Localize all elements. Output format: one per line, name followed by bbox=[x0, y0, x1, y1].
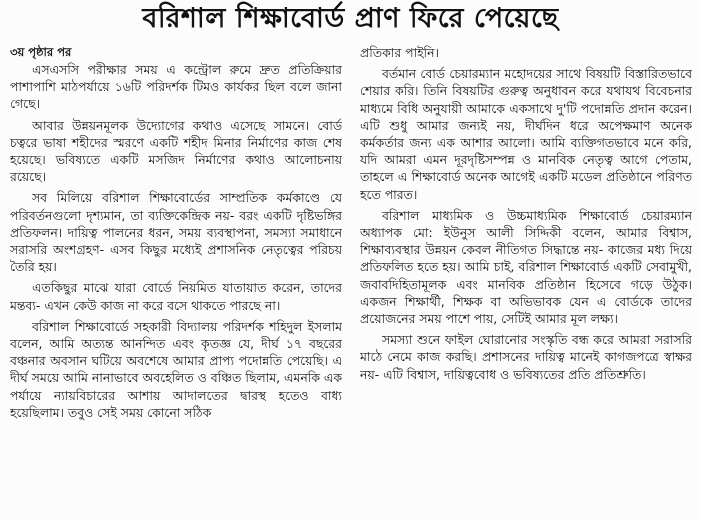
paragraph: প্রতিকার পাইনি। bbox=[360, 45, 439, 60]
column-left bbox=[10, 44, 342, 514]
paragraph: সব মিলিয়ে বরিশাল শিক্ষাবোর্ডের সাম্প্রতিক কর্মকাণ্ডে যে পরিবর্তনগুলো দৃশ্যমান, তা ব্যক্তিকেন্দ্রিক নয়- বরং একটি দৃষ্টিভঙ্গির প্রতিফলন। দায়িত্ব পালনের ধরন, সময় ব্যবস্থাপনা, সমস্যা সমাধানে সরাসরি অংশগ্রহণ- এসব কিছুর মধ্যেই প্রশাসনিক নেতৃত্বের পরিচয় তৈরি হয়। bbox=[10, 190, 342, 275]
paragraph: বর্তমান বোর্ড চেয়ারম্যান মহোদয়ের সাথে বিষয়টি বিস্তারিতভাবে শেয়ার করি। তিনি বিষয়টির গুরুত্ব অনুধাবন করে যথাযথ বিবেচনার মাধ্যমে বিধি অনুযায়ী আমাকে একসাথে দু'টি পদোন্নতি প্রদান করেন। এটি শুধু আমার জন্যই নয়, দীর্ঘদিন ধরে অপেক্ষমাণ অনেক কর্মকর্তার জন্য এক আশার আলো। আমি ব্যক্তিগতভাবে মনে করি, যদি আমরা এমন দূরদৃষ্টিসম্পন্ন ও মানবিক নেতৃত্ব আগে পেতাম, তাহলে এ শিক্ষাবোর্ড অনেক আগেই একটি মডেল প্রতিষ্ঠানে পরিণত হতে পারত। bbox=[360, 66, 692, 202]
paragraph: এতকিছুর মাঝে যারা বোর্ডে নিয়মিত যাতায়াত করেন, তাদের মন্তব্য- এখন কেউ কাজ না করে বসে থাকতে পারছে না। bbox=[10, 280, 342, 313]
continued-from-label: ৩য় পৃষ্ঠার পর bbox=[10, 45, 72, 59]
paragraph: আবার উন্নয়নমূলক উদ্যোগের কথাও এসেছে সামনে। বোর্ড চত্বরে ভাষা শহীদের স্মরণে একটি শহীদ মিনার নির্মাণের কাজ শেষ হয়েছে। ভবিষ্যতে একটি মসজিদ নির্মাণের কথাও আলোচনায় রয়েছে। bbox=[10, 117, 342, 185]
paragraph: এসএসসি পরীক্ষার সময় এ কন্ট্রোল রুমে দ্রুত প্রতিক্রিয়ার পাশাপাশি মাঠপর্যায়ে ১৬টি পরিদর্শক টিমও কার্যকর ছিল বলে জানা গেছে। bbox=[10, 62, 342, 112]
paragraph: বরিশাল শিক্ষাবোর্ডে সহকারী বিদ্যালয় পরিদর্শক শহিদুল ইসলাম বলেন, আমি অত্যন্ত আনন্দিত এবং কৃতজ্ঞ যে, দীর্ঘ ১৭ বছরের বঞ্চনার অবসান ঘটিয়ে অবশেষে আমার প্রাপ্য পদোন্নতি পেয়েছি। এ দীর্ঘ সময়ে আমি নানাভাবে অবহেলিত ও বঞ্চিত ছিলাম, এমনকি এক পর্যায়ে ন্যায়বিচারের আশায় আদালতের দ্বারস্থ হতেও বাধ্য হয়েছিলাম। তবুও সেই সময় কোনো সঠিক bbox=[10, 318, 342, 420]
paragraph: বরিশাল মাধ্যমিক ও উচ্চমাধ্যমিক শিক্ষাবোর্ড চেয়ারম্যান অধ্যাপক মো: ইউনুস আলী সিদ্দিকী বলেন, আমার বিশ্বাস, শিক্ষাব্যবস্থার উন্নয়ন কেবল নীতিগত সিদ্ধান্তে নয়- কাজের মধ্য দিয়ে প্রতিফলিত হতে হয়। আমি চাই, বরিশাল শিক্ষাবোর্ড একটি সেবামুখী, জবাবদিহিতামূলক এবং মানবিক প্রতিষ্ঠান হিসেবে গড়ে উঠুক। একজন শিক্ষার্থী, শিক্ষক বা অভিভাবক যেন এ বোর্ডকে তাদের প্রয়োজনের সময় পাশে পায়, সেটিই আমার মূল লক্ষ্য। bbox=[360, 207, 692, 327]
headline: বরিশাল শিক্ষাবোর্ড প্রাণ ফিরে পেয়েছে bbox=[142, 3, 559, 34]
column-right bbox=[360, 44, 692, 514]
paragraph: সমস্যা শুনে ফাইল ঘোরানোর সংস্কৃতি বন্ধ করে আমরা সরাসরি মাঠে নেমে কাজ করছি। প্রশাসনের দায়িত্ব মানেই কাগজপত্রে স্বাক্ষর নয়- এটি বিশ্বাস, দায়িত্ববোধ ও ভবিষ্যতের প্রতি প্রতিশ্রুতি। bbox=[360, 332, 692, 382]
article-body bbox=[10, 44, 693, 514]
